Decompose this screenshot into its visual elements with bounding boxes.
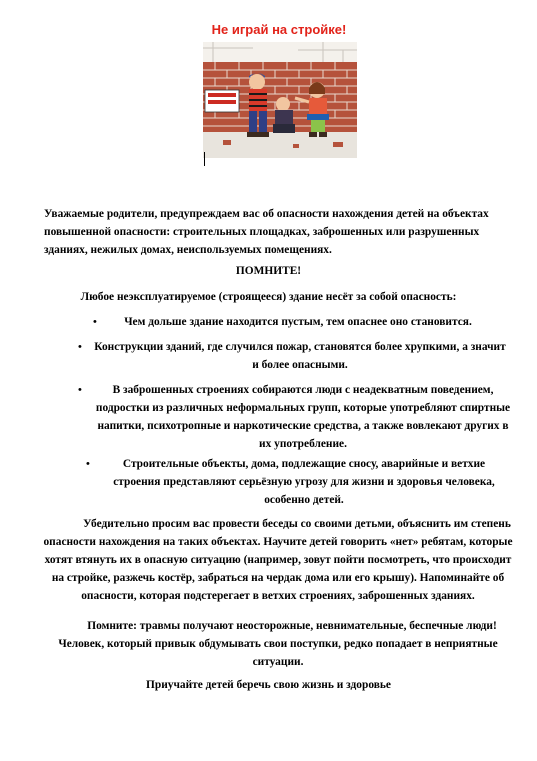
bullet-marker: • xyxy=(78,384,82,396)
warning-paragraph: Помните: травмы получают неосторожные, невнимательные, беспечные люди! Человек, который привык обдумывать свои поступки, редко попадает в неприятные ситуации. xyxy=(58,620,498,668)
list-item: Конструкции зданий, где случился пожар, становятся более хрупкими, а значит и более опасными. xyxy=(94,341,506,371)
bullet-marker: • xyxy=(93,316,97,328)
warning-illustration xyxy=(199,20,359,160)
intro-paragraph: Уважаемые родители, предупреждаем вас об опасности нахождения детей на объектах повышенной опасности: строительных площадках, заброшенных или разрушенных зданиях, нежилых домах, неиспользуемых помещениях. xyxy=(44,208,489,256)
danger-statement: Любое неэксплуатируемое (строящееся) здание несёт за собой опасность: xyxy=(80,291,457,303)
list-item: В заброшенных строениях собираются люди с неадекватным поведением, подростки из различных неформальных групп, которые употребляют спиртные напитки, психотропные и наркотические средства, а также вовлекают других в их употребление. xyxy=(95,384,511,450)
list-item: Чем дольше здание находится пустым, тем опаснее оно становится. xyxy=(124,316,472,328)
remember-heading: ПОМНИТЕ! xyxy=(235,265,302,277)
illustration-title: Не играй на стройке! xyxy=(211,22,347,37)
list-item: Строительные объекты, дома, подлежащие сносу, аварийные и ветхие строения представляют серьёзную угрозу для жизни и здоровья человека, особенно детей. xyxy=(113,458,495,506)
text-cursor xyxy=(204,152,205,166)
closing-line: Приучайте детей беречь свою жизнь и здоровье xyxy=(146,679,391,691)
bullet-marker: • xyxy=(78,341,82,353)
children-at-construction-site-image xyxy=(203,42,357,158)
bullet-marker: • xyxy=(86,458,90,470)
request-paragraph: Убедительно просим вас провести беседы со своими детьми, объяснить им степень опасности нахождения на таких объектах. Научите детей говорить «нет» ребятам, которые хотят втянуть их в опасную ситуацию (например, зовут пойти посмотреть, что происходит на стройке, разжечь костёр, забраться на чердак дома или его крышу). Напоминайте об опасности, которая подстерегает в ветхих строениях, заброшенных зданиях. xyxy=(43,518,513,602)
